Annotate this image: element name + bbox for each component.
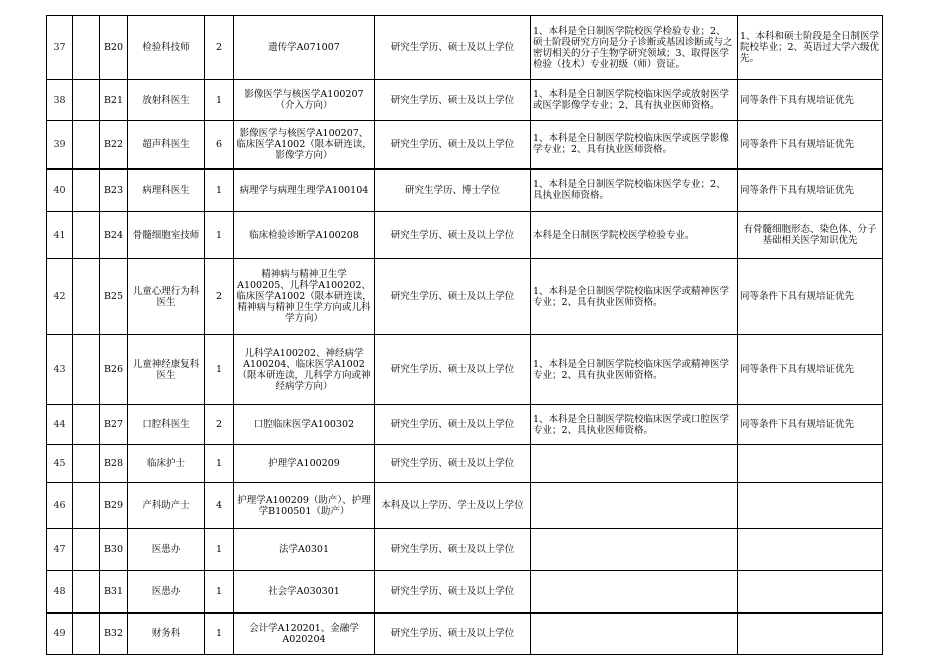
position-name: 检验科技师 [128,16,205,80]
position-name: 超声科医生 [128,121,205,169]
hire-count: 1 [205,529,234,571]
hire-count: 1 [205,335,234,405]
other-requirements: 1、本科是全日制医学院校临床医学或精神医学专业；2、具有执业医师资格。 [531,335,738,405]
major-requirement: 社会学A030301 [234,571,375,613]
education-requirement: 研究生学历、硕士及以上学位 [375,212,531,259]
education-requirement: 研究生学历、博士学位 [375,169,531,212]
preference-notes [738,483,883,529]
table-row [47,445,883,483]
hire-count: 1 [205,80,234,121]
other-requirements: 1、本科是全日制医学院校医学检验专业；2、硕士阶段研究方向是分子诊断或基因诊断或与之密切相关的分子生物学研究领域；3、取得医学检验（技术）专业初级（师）资证。 [531,16,738,80]
row-number: 40 [47,169,73,212]
preference-notes [738,529,883,571]
education-requirement: 本科及以上学历、学士及以上学位 [375,483,531,529]
blank-cell [73,405,100,445]
table-row [47,259,883,335]
other-requirements [531,445,738,483]
blank-cell [73,212,100,259]
education-requirement: 研究生学历、硕士及以上学位 [375,335,531,405]
row-number: 42 [47,259,73,335]
education-requirement: 研究生学历、硕士及以上学位 [375,16,531,80]
major-requirement: 儿科学A100202、神经病学A100204、临床医学A1002（限本研连读，儿科学方向或神经病学方向） [234,335,375,405]
major-requirement: 口腔临床医学A100302 [234,405,375,445]
position-name: 放射科医生 [128,80,205,121]
preference-notes: 同等条件下具有规培证优先 [738,80,883,121]
row-number: 45 [47,445,73,483]
preference-notes: 同等条件下具有规培证优先 [738,169,883,212]
major-requirement: 病理学与病理生理学A100104 [234,169,375,212]
position-code: B24 [100,212,128,259]
blank-cell [73,529,100,571]
position-name: 产科助产士 [128,483,205,529]
blank-cell [73,445,100,483]
position-name: 儿童心理行为科医生 [128,259,205,335]
table-row [47,212,883,259]
row-number: 44 [47,405,73,445]
education-requirement: 研究生学历、硕士及以上学位 [375,613,531,655]
other-requirements: 1、本科是全日制医学院校临床医学专业；2、具执业医师资格。 [531,169,738,212]
position-name: 病理科医生 [128,169,205,212]
table-body [47,16,883,655]
blank-cell [73,80,100,121]
position-code: B26 [100,335,128,405]
education-requirement: 研究生学历、硕士及以上学位 [375,529,531,571]
blank-cell [73,121,100,169]
table-row [47,169,883,212]
row-number: 38 [47,80,73,121]
table-row [47,121,883,169]
position-code: B29 [100,483,128,529]
row-number: 43 [47,335,73,405]
other-requirements: 1、本科是全日制医学院校临床医学或口腔医学专业；2、具执业医师资格。 [531,405,738,445]
education-requirement: 研究生学历、硕士及以上学位 [375,259,531,335]
other-requirements: 1、本科是全日制医学院校临床医学或医学影像学专业；2、具有执业医师资格。 [531,121,738,169]
preference-notes: 同等条件下具有规培证优先 [738,259,883,335]
preference-notes: 同等条件下具有规培证优先 [738,335,883,405]
hire-count: 1 [205,571,234,613]
education-requirement: 研究生学历、硕士及以上学位 [375,121,531,169]
row-number: 48 [47,571,73,613]
position-code: B31 [100,571,128,613]
hire-count: 1 [205,169,234,212]
position-code: B22 [100,121,128,169]
position-code: B28 [100,445,128,483]
table-row [47,613,883,655]
row-number: 47 [47,529,73,571]
major-requirement: 遗传学A071007 [234,16,375,80]
major-requirement: 影像医学与核医学A100207、临床医学A1002（限本研连读，影像学方向） [234,121,375,169]
blank-cell [73,613,100,655]
other-requirements [531,571,738,613]
hire-count: 2 [205,405,234,445]
other-requirements: 本科是全日制医学院校医学检验专业。 [531,212,738,259]
blank-cell [73,571,100,613]
major-requirement: 会计学A120201、金融学A020204 [234,613,375,655]
education-requirement: 研究生学历、硕士及以上学位 [375,571,531,613]
major-requirement: 精神病与精神卫生学A100205、儿科学A100202、临床医学A1002（限本研连读，精神病与精神卫生学方向或儿科学方向） [234,259,375,335]
position-name: 财务科 [128,613,205,655]
row-number: 46 [47,483,73,529]
row-number: 37 [47,16,73,80]
position-name: 医患办 [128,529,205,571]
education-requirement: 研究生学历、硕士及以上学位 [375,445,531,483]
table-row [47,335,883,405]
table-row [47,80,883,121]
position-name: 骨髓细胞室技师 [128,212,205,259]
hire-count: 2 [205,259,234,335]
hire-count: 1 [205,445,234,483]
other-requirements: 1、本科是全日制医学院校临床医学或放射医学或医学影像学专业；2、具有执业医师资格。 [531,80,738,121]
preference-notes: 1、本科和硕士阶段是全日制医学院校毕业；2、英语过大学六级优先。 [738,16,883,80]
blank-cell [73,483,100,529]
hire-count: 6 [205,121,234,169]
recruitment-table [46,15,883,655]
row-number: 39 [47,121,73,169]
position-code: B21 [100,80,128,121]
other-requirements [531,483,738,529]
other-requirements [531,529,738,571]
position-name: 口腔科医生 [128,405,205,445]
table-row [47,483,883,529]
position-code: B20 [100,16,128,80]
position-name: 儿童神经康复科医生 [128,335,205,405]
preference-notes: 同等条件下具有规培证优先 [738,121,883,169]
major-requirement: 临床检验诊断学A100208 [234,212,375,259]
education-requirement: 研究生学历、硕士及以上学位 [375,80,531,121]
major-requirement: 法学A0301 [234,529,375,571]
other-requirements: 1、本科是全日制医学院校临床医学或精神医学专业；2、具有执业医师资格。 [531,259,738,335]
major-requirement: 护理学A100209（助产）、护理学B100501（助产） [234,483,375,529]
table-row [47,571,883,613]
position-code: B23 [100,169,128,212]
blank-cell [73,169,100,212]
position-name: 临床护士 [128,445,205,483]
preference-notes: 同等条件下具有规培证优先 [738,405,883,445]
blank-cell [73,259,100,335]
hire-count: 1 [205,212,234,259]
education-requirement: 研究生学历、硕士及以上学位 [375,405,531,445]
position-code: B30 [100,529,128,571]
major-requirement: 护理学A100209 [234,445,375,483]
position-name: 医患办 [128,571,205,613]
hire-count: 2 [205,16,234,80]
table-row [47,529,883,571]
preference-notes: 有骨髓细胞形态、染色体、分子基础相关医学知识优先 [738,212,883,259]
row-number: 49 [47,613,73,655]
table-row [47,405,883,445]
other-requirements [531,613,738,655]
major-requirement: 影像医学与核医学A100207（介入方向） [234,80,375,121]
table-row [47,16,883,80]
blank-cell [73,335,100,405]
blank-cell [73,16,100,80]
preference-notes [738,445,883,483]
hire-count: 4 [205,483,234,529]
hire-count: 1 [205,613,234,655]
position-code: B25 [100,259,128,335]
preference-notes [738,613,883,655]
preference-notes [738,571,883,613]
row-number: 41 [47,212,73,259]
position-code: B32 [100,613,128,655]
position-code: B27 [100,405,128,445]
